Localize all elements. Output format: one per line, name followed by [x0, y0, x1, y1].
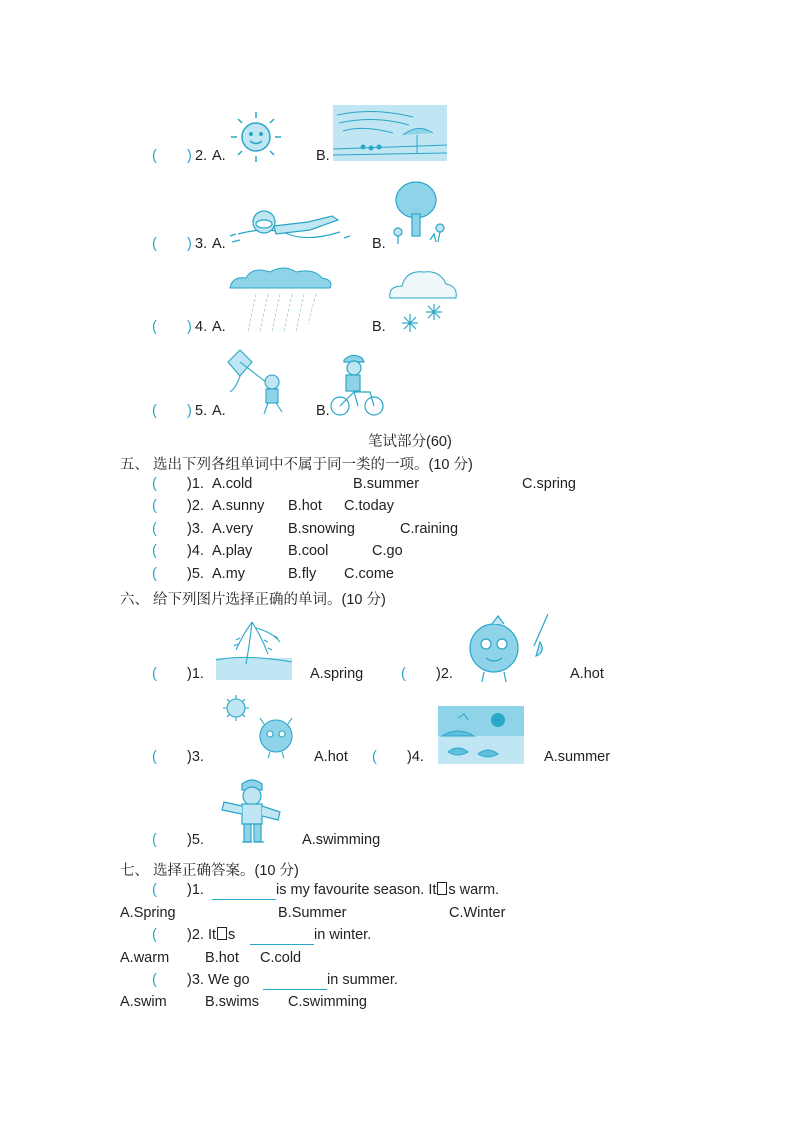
question-text: )2. It s [187, 927, 236, 943]
question-number: 2. [195, 148, 208, 164]
option-a: A.Spring [120, 905, 176, 921]
option-b: B.fly [288, 566, 317, 582]
windy-landscape-image [333, 105, 447, 161]
section-5-title: 五、 选出下列各组单词中不属于同一类的一项。(10 分) [120, 457, 473, 473]
answer-paren-open: ( [152, 832, 157, 848]
answer-paren-close: ) [187, 319, 192, 335]
option-b: B.swims [205, 994, 259, 1010]
answer-paren-open: ( [152, 476, 157, 492]
option-a: A.play [212, 543, 253, 559]
answer-paren-open: ( [152, 666, 157, 682]
question-number: )5. [187, 566, 204, 582]
sun-character-image [220, 694, 300, 760]
kite-boy-image [226, 348, 292, 418]
answer-paren-open: ( [401, 666, 406, 682]
rain-cloud-image [226, 264, 336, 336]
option-c: C.swimming [288, 994, 367, 1010]
answer-paren-open: ( [152, 403, 157, 419]
leaf-character-image [464, 612, 556, 684]
snow-cloud-image [386, 264, 458, 336]
answer-paren-close: ) [187, 403, 192, 419]
question-number: )2. [436, 666, 453, 682]
option-b-label: B. [372, 236, 386, 252]
option-a-label: A. [212, 236, 226, 252]
written-section-heading: 笔试部分(60) [368, 434, 452, 450]
tree-kids-image [392, 180, 450, 248]
willow-tree-image [216, 618, 292, 680]
question-text: is my favourite season. It s warm. [276, 882, 500, 898]
option-c: C.raining [400, 521, 459, 537]
answer-paren-open: ( [152, 543, 157, 559]
option-a: A.my [212, 566, 246, 582]
option-a: A.hot [570, 666, 604, 682]
question-number: )1. [187, 882, 204, 898]
question-number: )5. [187, 832, 204, 848]
option-c: C.come [344, 566, 394, 582]
question-number: )1. [187, 476, 204, 492]
option-b: B.Summer [278, 905, 347, 921]
answer-paren-open: ( [152, 566, 157, 582]
section-6-title: 六、 给下列图片选择正确的单词。(10 分) [120, 592, 386, 608]
option-a: A.very [212, 521, 254, 537]
question-number: )2. [187, 498, 204, 514]
option-a: A.swim [120, 994, 167, 1010]
winter-boy-image [216, 776, 290, 848]
answer-blank[interactable] [250, 929, 314, 945]
sun-image [226, 108, 286, 166]
missing-glyph-icon [437, 882, 447, 895]
answer-paren-open: ( [372, 749, 377, 765]
question-number: )3. [187, 749, 204, 765]
option-a: A.spring [310, 666, 364, 682]
pond-landscape-image [438, 706, 524, 764]
answer-blank[interactable] [212, 884, 276, 900]
option-a: A.summer [544, 749, 611, 765]
answer-paren-open: ( [152, 319, 157, 335]
answer-paren-open: ( [152, 236, 157, 252]
option-c: C.today [344, 498, 394, 514]
option-c: C.spring [522, 476, 576, 492]
option-a: A.warm [120, 950, 170, 966]
swimmer-image [228, 204, 352, 248]
bike-boy-image [330, 350, 386, 420]
question-text-end: in summer. [327, 972, 398, 988]
option-b: B.hot [205, 950, 239, 966]
option-c: C.Winter [449, 905, 506, 921]
answer-paren-open: ( [152, 148, 157, 164]
option-a: A.cold [212, 476, 253, 492]
section-7-title: 七、 选择正确答案。(10 分) [120, 863, 299, 879]
option-b: B.cool [288, 543, 329, 559]
question-number: )4. [407, 749, 424, 765]
option-a-label: A. [212, 319, 226, 335]
question-number: )4. [187, 543, 204, 559]
answer-paren-close: ) [187, 236, 192, 252]
option-a: A.hot [314, 749, 348, 765]
answer-paren-open: ( [152, 972, 157, 988]
question-text-end: in winter. [314, 927, 372, 943]
answer-paren-open: ( [152, 749, 157, 765]
option-b-label: B. [316, 148, 330, 164]
answer-paren-open: ( [152, 498, 157, 514]
option-b: B.snowing [288, 521, 355, 537]
option-b-label: B. [372, 319, 386, 335]
question-number: 3. [195, 236, 208, 252]
answer-paren-open: ( [152, 927, 157, 943]
option-c: C.cold [260, 950, 302, 966]
answer-paren-open: ( [152, 521, 157, 537]
missing-glyph-icon [217, 927, 227, 940]
option-a-label: A. [212, 148, 226, 164]
option-a: A.sunny [212, 498, 265, 514]
option-b: B.hot [288, 498, 322, 514]
option-b: B.summer [353, 476, 420, 492]
answer-blank[interactable] [263, 974, 327, 990]
question-number: 4. [195, 319, 208, 335]
option-c: C.go [372, 543, 403, 559]
option-a-label: A. [212, 403, 226, 419]
option-a: A.swimming [302, 832, 381, 848]
answer-paren-close: ) [187, 148, 192, 164]
option-b-label: B. [316, 403, 330, 419]
answer-paren-open: ( [152, 882, 157, 898]
question-number: )1. [187, 666, 204, 682]
question-text: )3. We go [187, 972, 250, 988]
question-number: 5. [195, 403, 208, 419]
question-number: )3. [187, 521, 204, 537]
